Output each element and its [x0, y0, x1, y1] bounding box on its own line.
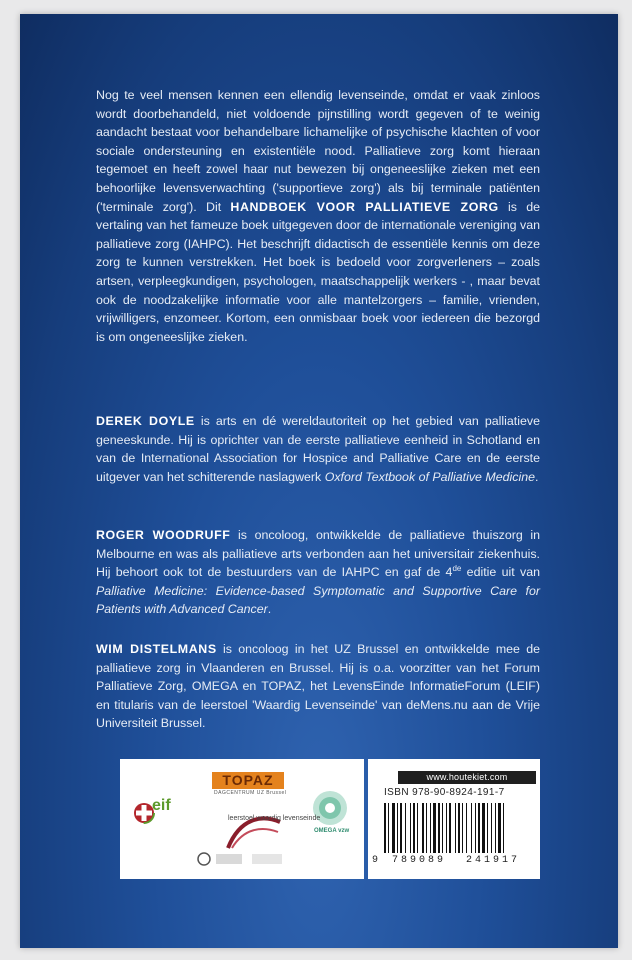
author-distelmans-bio	[96, 640, 540, 733]
woodruff-text2: editie uit van	[466, 565, 540, 580]
barcode-digits-right: 241917	[466, 855, 521, 866]
woodruff-period: .	[267, 602, 272, 617]
barcode-digit-first: 9	[372, 855, 379, 866]
woodruff-sup: de	[452, 564, 462, 574]
author-woodruff-bio	[96, 526, 540, 619]
woodruff-text: is oncoloog, ontwikkelde de palliatieve thuiszorg in Melbourne en was als palliatieve arts verbonden aan het universitair ziekenhuis. Hij behoort ook tot de bestuurders van de IAHPC en gaf de 4	[96, 528, 541, 580]
leif-logo-text: eif	[152, 797, 171, 814]
vub-logos-icon	[196, 851, 286, 867]
leif-cross-icon	[134, 793, 154, 833]
intro-paragraph	[96, 86, 540, 346]
leerstoel-logo-icon	[222, 808, 321, 852]
topaz-subtitle: DAGCENTRUM UZ Brussel	[214, 790, 287, 796]
doyle-period: .	[534, 469, 539, 484]
book-title: HANDBOEK VOOR PALLIATIEVE ZORG	[230, 199, 499, 214]
woodruff-book-title: Palliative Medicine: Evidence-based Symptomatic and Supportive Care for Patients with Advanced Cancer	[96, 583, 540, 617]
leerstoel-logo-text: leerstoel waardig levenseinde	[228, 815, 321, 822]
barcode-digits-left: 789089	[392, 855, 447, 866]
author-doyle-bio	[96, 412, 540, 486]
doyle-book-title: Oxford Textbook of Palliative Medicine	[324, 469, 535, 484]
author-name-doyle: DEREK DOYLE	[96, 414, 195, 428]
barcode-icon	[380, 803, 536, 857]
author-name-woodruff: ROGER WOODRUFF	[96, 528, 231, 542]
intro-text: Nog te veel mensen kennen een ellendig levenseinde, omdat er vaak zinloos wordt doorbehandeld, niet voldoende pijnstilling wordt gegeven of te weinig aandacht bestaat voor behandelbare lichamelijke of psychische klachten of voor sociale ondersteuning en existentiële nood. Palliatieve zorg komt hieraan tegemoet en heeft zowel haar nut bewezen bij ongeneeslijke zieken met een behoorlijke levensverwachting ('supportieve zorg') als bij terminale patiënten ('terminale zorg'). Dit	[96, 88, 540, 214]
author-name-distelmans: WIM DISTELMANS	[96, 642, 217, 656]
publisher-website: www.houtekiet.com	[398, 771, 536, 784]
doyle-text: is arts en dé wereldautoriteit op het gebied van palliatieve geneeskunde. Hij is oprichter van de eerste palliatieve eenheid in Schotland en van de International Association for Hospice and Palliative Care en de eerste uitgever van het schitterende naslagwerk	[96, 414, 540, 484]
distelmans-text: is oncoloog in het UZ Brussel en ontwikkelde mee de palliatieve zorg in Vlaanderen en Brussel. Hij is o.a. voorzitter van het Forum Palliatieve Zorg, OMEGA en TOPAZ, het LevensEinde InformatieForum (LEIF) en titularis van de leerstoel 'Waardig Levenseinde' van deMens.nu aan de Vrije Universiteit Brussel.	[96, 642, 540, 731]
intro-text-continued: is de vertaling van het fameuze boek uitgegeven door de internationale vereniging van palliatieve zorg (IAHPC). Het beschrijft didactisch de essentiële kennis om deze zorg te kunnen verstrekken. Het boek is bedoeld voor zorgverleners – zoals artsen, verpleegkundigen, psychologen, maatschappelijk werkers - , maar bevat ook de noodzakelijke informatie voor alle mantelzorgers – familie, vrienden, vrijwilligers, enzomeer. Kortom, een onmisbaar boek voor iedereen die bezorgd is om ongeneeslijke zieken.	[96, 199, 540, 344]
omega-logo-text: OMEGA vzw	[314, 828, 350, 834]
isbn-number: ISBN 978-90-8924-191-7	[384, 787, 505, 798]
topaz-logo: TOPAZ	[212, 772, 284, 789]
